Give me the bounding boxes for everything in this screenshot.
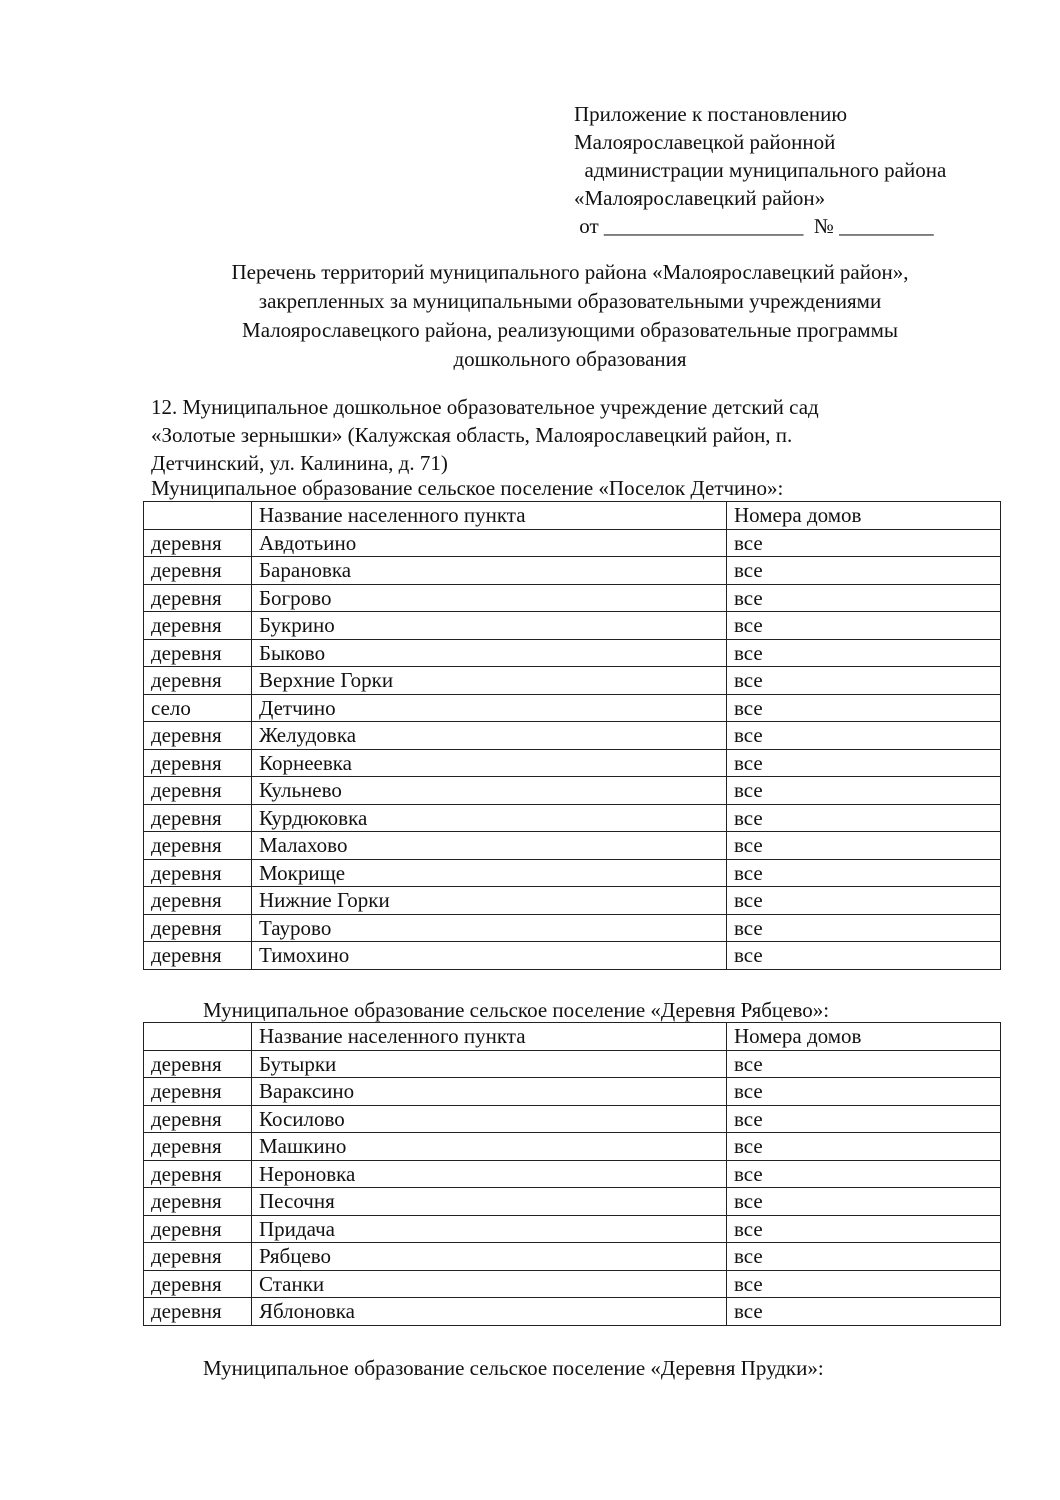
institution-line: «Золотые зернышки» (Калужская область, Малоярославецкий район, п. <box>151 423 793 447</box>
house-numbers-cell: все <box>727 639 1001 667</box>
header-type-cell <box>144 1023 252 1051</box>
table-row <box>144 529 1001 557</box>
settlement-type-cell: деревня <box>144 859 252 887</box>
table-row <box>144 1270 1001 1298</box>
settlement-name-cell: Станки <box>252 1270 727 1298</box>
annex-block <box>574 100 946 240</box>
settlement-type-cell: деревня <box>144 612 252 640</box>
document-title <box>150 258 990 374</box>
settlement-name-cell: Верхние Горки <box>252 667 727 695</box>
settlement-type-cell: деревня <box>144 887 252 915</box>
section3-caption: Муниципальное образование сельское поселение «Деревня Прудки»: <box>203 1356 824 1380</box>
title-line: Перечень территорий муниципального района «Малоярославецкий район», <box>231 260 909 284</box>
table-row <box>144 1215 1001 1243</box>
settlement-name-cell: Авдотьино <box>252 529 727 557</box>
settlement-name-cell: Кульнево <box>252 777 727 805</box>
house-numbers-cell: все <box>727 667 1001 695</box>
house-numbers-cell: все <box>727 584 1001 612</box>
table-row <box>144 667 1001 695</box>
house-numbers-cell: все <box>727 1188 1001 1216</box>
settlement-type-cell: деревня <box>144 777 252 805</box>
house-numbers-cell: все <box>727 1133 1001 1161</box>
table-row <box>144 832 1001 860</box>
settlement-name-cell: Вараксино <box>252 1078 727 1106</box>
annex-line: Малоярославецкой районной <box>574 130 836 154</box>
annex-line: администрации муниципального района <box>574 158 947 182</box>
settlements-table-ryabtsevo <box>143 1022 1001 1326</box>
settlement-name-cell: Мокрище <box>252 859 727 887</box>
table-row <box>144 722 1001 750</box>
institution-line: 12. Муниципальное дошкольное образовательное учреждение детский сад <box>151 395 819 419</box>
table-row <box>144 942 1001 970</box>
house-numbers-cell: все <box>727 1160 1001 1188</box>
house-numbers-cell: все <box>727 612 1001 640</box>
table-row <box>144 777 1001 805</box>
settlement-name-cell: Рябцево <box>252 1243 727 1271</box>
settlement-type-cell: деревня <box>144 1078 252 1106</box>
house-numbers-cell: все <box>727 832 1001 860</box>
settlement-name-cell: Нижние Горки <box>252 887 727 915</box>
institution-description <box>151 393 819 477</box>
settlement-type-cell: деревня <box>144 667 252 695</box>
settlement-name-cell: Косилово <box>252 1105 727 1133</box>
house-numbers-cell: все <box>727 1243 1001 1271</box>
settlement-name-cell: Песочня <box>252 1188 727 1216</box>
table-row <box>144 1105 1001 1133</box>
settlement-name-cell: Тимохино <box>252 942 727 970</box>
settlement-type-cell: деревня <box>144 1298 252 1326</box>
table-row <box>144 1133 1001 1161</box>
settlement-type-cell: деревня <box>144 1133 252 1161</box>
settlement-name-cell: Малахово <box>252 832 727 860</box>
settlement-name-cell: Яблоновка <box>252 1298 727 1326</box>
settlement-type-cell: деревня <box>144 1270 252 1298</box>
title-line: закрепленных за муниципальными образовательными учреждениями <box>258 289 882 313</box>
settlement-name-cell: Желудовка <box>252 722 727 750</box>
settlement-type-cell: деревня <box>144 832 252 860</box>
settlement-name-cell: Нероновка <box>252 1160 727 1188</box>
settlement-type-cell: деревня <box>144 942 252 970</box>
house-numbers-cell: все <box>727 722 1001 750</box>
header-houses-cell: Номера домов <box>727 1023 1001 1051</box>
table-row <box>144 1050 1001 1078</box>
header-name-cell: Название населенного пункта <box>252 502 727 530</box>
table-row <box>144 914 1001 942</box>
house-numbers-cell: все <box>727 777 1001 805</box>
table-row <box>144 887 1001 915</box>
settlement-name-cell: Быково <box>252 639 727 667</box>
table-row <box>144 612 1001 640</box>
table-row <box>144 557 1001 585</box>
settlement-name-cell: Богрово <box>252 584 727 612</box>
settlement-name-cell: Машкино <box>252 1133 727 1161</box>
section1-caption: Муниципальное образование сельское поселение «Поселок Детчино»: <box>151 476 784 500</box>
table-row <box>144 804 1001 832</box>
table-row <box>144 1243 1001 1271</box>
settlements-table-detchino <box>143 501 1001 970</box>
settlement-type-cell: деревня <box>144 1243 252 1271</box>
settlement-type-cell: деревня <box>144 914 252 942</box>
house-numbers-cell: все <box>727 1078 1001 1106</box>
house-numbers-cell: все <box>727 749 1001 777</box>
settlement-type-cell: деревня <box>144 639 252 667</box>
house-numbers-cell: все <box>727 557 1001 585</box>
settlement-type-cell: село <box>144 694 252 722</box>
table-row <box>144 694 1001 722</box>
settlement-type-cell: деревня <box>144 749 252 777</box>
annex-line: «Малоярославецкий район» <box>574 186 826 210</box>
settlement-name-cell: Детчино <box>252 694 727 722</box>
house-numbers-cell: все <box>727 1215 1001 1243</box>
house-numbers-cell: все <box>727 529 1001 557</box>
house-numbers-cell: все <box>727 694 1001 722</box>
table-row <box>144 1160 1001 1188</box>
house-numbers-cell: все <box>727 1298 1001 1326</box>
table-row <box>144 1078 1001 1106</box>
title-line: дошкольного образования <box>453 347 687 371</box>
table-row <box>144 1298 1001 1326</box>
table-row <box>144 584 1001 612</box>
header-houses-cell: Номера домов <box>727 502 1001 530</box>
settlement-name-cell: Бутырки <box>252 1050 727 1078</box>
settlement-name-cell: Курдюковка <box>252 804 727 832</box>
settlement-type-cell: деревня <box>144 557 252 585</box>
table-header-row <box>144 502 1001 530</box>
house-numbers-cell: все <box>727 942 1001 970</box>
table-row <box>144 1188 1001 1216</box>
header-name-cell: Название населенного пункта <box>252 1023 727 1051</box>
header-type-cell <box>144 502 252 530</box>
house-numbers-cell: все <box>727 804 1001 832</box>
settlement-type-cell: деревня <box>144 1105 252 1133</box>
settlement-type-cell: деревня <box>144 529 252 557</box>
table-row <box>144 749 1001 777</box>
section2-caption: Муниципальное образование сельское поселение «Деревня Рябцево»: <box>203 998 830 1022</box>
annex-line: от ___________________ № _________ <box>574 214 934 238</box>
house-numbers-cell: все <box>727 1270 1001 1298</box>
house-numbers-cell: все <box>727 887 1001 915</box>
title-line: Малоярославецкого района, реализующими образовательные программы <box>242 318 898 342</box>
institution-line: Детчинский, ул. Калинина, д. 71) <box>151 451 448 475</box>
settlement-type-cell: деревня <box>144 584 252 612</box>
table-header-row <box>144 1023 1001 1051</box>
table-row <box>144 639 1001 667</box>
settlement-name-cell: Букрино <box>252 612 727 640</box>
settlement-type-cell: деревня <box>144 722 252 750</box>
settlement-name-cell: Придача <box>252 1215 727 1243</box>
house-numbers-cell: все <box>727 914 1001 942</box>
annex-line: Приложение к постановлению <box>574 102 848 126</box>
house-numbers-cell: все <box>727 1050 1001 1078</box>
house-numbers-cell: все <box>727 859 1001 887</box>
settlement-type-cell: деревня <box>144 1050 252 1078</box>
table-row <box>144 859 1001 887</box>
settlement-type-cell: деревня <box>144 804 252 832</box>
settlement-type-cell: деревня <box>144 1188 252 1216</box>
settlement-type-cell: деревня <box>144 1160 252 1188</box>
settlement-name-cell: Таурово <box>252 914 727 942</box>
settlement-type-cell: деревня <box>144 1215 252 1243</box>
settlement-name-cell: Корнеевка <box>252 749 727 777</box>
house-numbers-cell: все <box>727 1105 1001 1133</box>
settlement-name-cell: Барановка <box>252 557 727 585</box>
